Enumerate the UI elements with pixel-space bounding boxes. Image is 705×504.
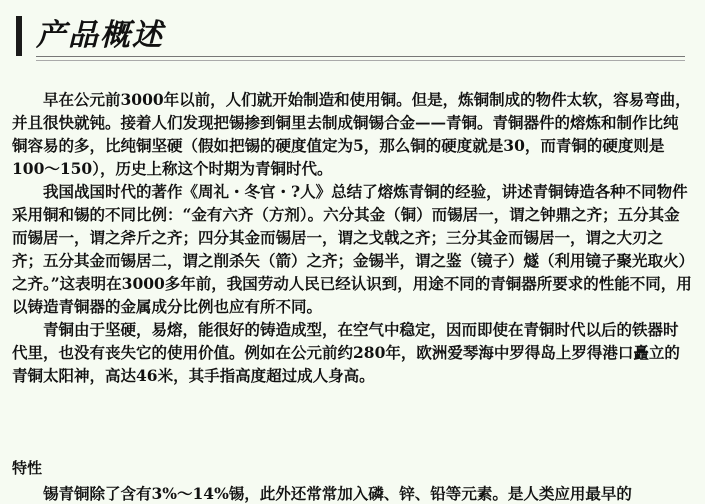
paragraph-zhouli: 我国战国时代的著作《周礼・冬官・?人》总结了熔炼青铜的经验，讲述青铜铸造各种不同物件采用铜和锡的不同比例：“金有六齐（方剂）。六分其金（铜）而锡居一，谓之钟鼎之齐；五分其金而锡居一，谓之斧斤之齐；四分其金而锡居一，谓之戈戟之齐；三分其金而锡居一，谓之大刃之齐；五分其金而锡居二，谓之削杀矢（箭）之齐；金锡半，谓之鉴（镜子）燧（利用镜子聚光取火）之齐。”这表明在3000多年前，我国劳动人民已经认识到，用途不同的青铜器所要求的性能不同，用以铸造青铜器的金属成分比例也应有所不同。: [12, 182, 692, 316]
section-title: 产品概述: [36, 18, 164, 53]
overview-body: [12, 88, 692, 387]
title-accent-bar: [16, 16, 22, 56]
paragraph-usage: 青铜由于坚硬，易熔，能很好的铸造成型，在空气中稳定，因而即使在青铜时代以后的铁器时代里，也没有丧失它的使用价值。例如在公元前约280年，欧洲爱琴海中罗得岛上罗得港口矗立的青铜太阳神，高达46米，其手指高度超过成人身高。: [12, 320, 680, 385]
section-header: [0, 0, 705, 66]
title-underline: [36, 56, 685, 57]
characteristics-heading: 特性: [12, 459, 43, 477]
title-underline-secondary: [36, 60, 685, 61]
paragraph-history: 早在公元前3000年以前，人们就开始制造和使用铜。但是，炼铜制成的物件太软，容易弯曲，并且很快就钝。接着人们发现把锡掺到铜里去制成铜锡合金——青铜。青铜器件的熔炼和制作比纯铜容易的多，比纯铜坚硬（假如把锡的硬度值定为5，那么铜的硬度就是30，而青铜的硬度则是100～150），历史上称这个时期为青铜时代。: [12, 90, 691, 178]
characteristics-text: 锡青铜除了含有3%～14%锡，此外还常常加入磷、锌、铅等元素。是人类应用最早的: [43, 484, 632, 503]
